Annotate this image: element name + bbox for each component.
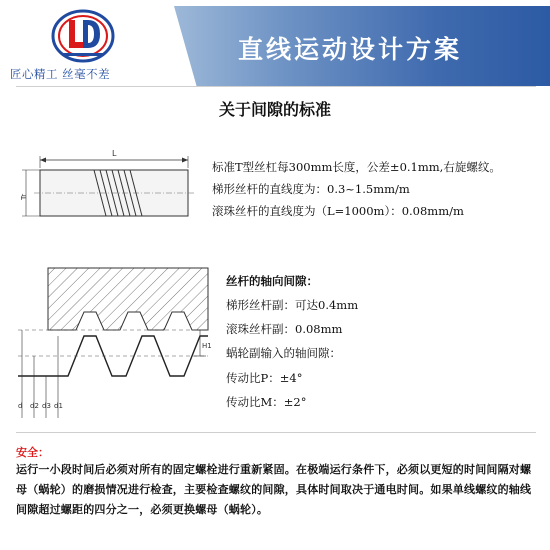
spec-line-3: 滚珠丝杆的直线度为（L=1000m）：0.08mm/m bbox=[212, 204, 464, 218]
dim-label-d1: d1 bbox=[54, 402, 63, 410]
axial-title: 丝杆的轴向间隙： bbox=[226, 274, 318, 288]
axial-worm: 蜗轮副输入的轴间隙： bbox=[226, 346, 341, 360]
dim-label-h1: H1 bbox=[202, 342, 212, 350]
safety-label: 安全： bbox=[16, 446, 49, 459]
thread-profile-diagram bbox=[8, 258, 218, 426]
lead-screw-diagram bbox=[16, 144, 206, 228]
divider bbox=[16, 86, 536, 87]
section-title: 关于间隙的标准 bbox=[218, 100, 331, 119]
length-label: L bbox=[112, 149, 117, 158]
dim-label-d: d bbox=[18, 402, 23, 410]
tr-label: Tr bbox=[20, 193, 28, 200]
dim-label-d2: d2 bbox=[30, 402, 39, 410]
safety-text: 运行一小段时间后必须对所有的固定螺栓进行重新紧固。在极端运行条件下，必须以更短的时间间隔对螺母（蜗轮）的磨损情况进行检查，主要检查螺纹的间隙，具体时间取决于通电时间。如果单线螺纹的轴线间隙超过螺距的四分之一，必须更换螺母（蜗轮）。 bbox=[16, 463, 532, 516]
divider bbox=[16, 432, 536, 433]
company-logo bbox=[50, 8, 116, 64]
dim-label-d3: d3 bbox=[42, 402, 51, 410]
axial-trapezoidal: 梯形丝杆副：可达0.4mm bbox=[226, 298, 359, 312]
header bbox=[0, 0, 550, 86]
axial-ballscrew: 滚珠丝杆副：0.08mm bbox=[226, 322, 343, 336]
ratio-m: 传动比M：±2° bbox=[226, 395, 307, 409]
spec-line-2: 梯形丝杆的直线度为：0.3~1.5mm/m bbox=[212, 182, 410, 196]
spec-line-1: 标准T型丝杠每300mm长度，公差±0.1mm,右旋螺纹。 bbox=[212, 160, 501, 174]
page-title: 直线运动设计方案 bbox=[238, 35, 463, 64]
slogan: 匠心精工 丝毫不差 bbox=[10, 67, 111, 81]
ratio-p: 传动比P：±4° bbox=[226, 371, 303, 385]
